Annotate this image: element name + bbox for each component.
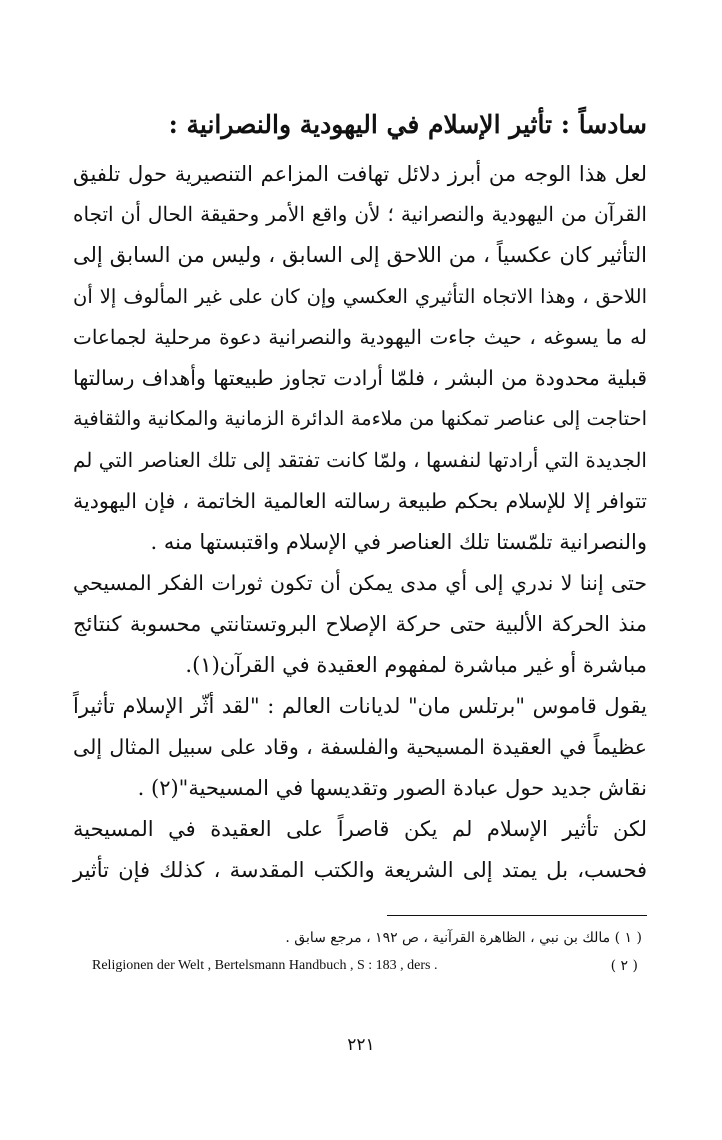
text-line: فحسب، بل يمتد إلى الشريعة والكتب المقدسة ، كذلك فإن تأثير xyxy=(73,858,647,882)
text-line: له ما يسوغه ، حيث جاءت اليهودية والنصرانية دعوة مرحلية لجماعات xyxy=(73,325,647,349)
text-line: يقول قاموس "برتلس مان" لديانات العالم : "لقد أثّر الإسلام تأثيراً xyxy=(73,694,647,718)
section-heading: سادساً : تأثير الإسلام في اليهودية والنصرانية : xyxy=(168,110,647,139)
text-line: احتاجت إلى عناصر تمكنها من ملاءمة الدائرة الزمانية والمكانية والثقافية xyxy=(73,407,647,430)
footnote-2-text: Religionen der Welt , Bertelsmann Handbuch , S : 183 , ders . xyxy=(92,958,438,973)
footnote-1: ( ١ ) مالك بن نبي ، الظاهرة القرآنية ، ص ١٩٢ ، مرجع سابق . xyxy=(285,930,642,946)
text-line: قبلية محدودة من البشر ، فلمّا أرادت تجاوز طبيعتها وأهداف رسالتها xyxy=(73,366,647,390)
text-line: التأثير كان عكسياً ، من اللاحق إلى السابق ، وليس من السابق إلى xyxy=(73,243,647,267)
text-line: منذ الحركة الألبية حتى حركة الإصلاح البروتستانتي محسوبة كنتائج xyxy=(73,612,647,636)
page-number: ٢٢١ xyxy=(347,1035,375,1055)
text-line: لكن تأثير الإسلام لم يكن قاصراً على العقيدة في المسيحية xyxy=(73,817,647,841)
text-line: مباشرة أو غير مباشرة لمفهوم العقيدة في القرآن(١). xyxy=(185,653,647,677)
text-line: الجديدة التي أرادتها لنفسها ، ولمّا كانت تفتقد إلى تلك العناصر التي لم xyxy=(73,448,647,472)
text-line: اللاحق ، وهذا الاتجاه التأثيري العكسي وإن كان على غير المألوف إلا أن xyxy=(73,285,647,308)
text-line: لعل هذا الوجه من أبرز دلائل تهافت المزاعم التنصيرية حول تلفيق xyxy=(73,162,647,186)
text-line: القرآن من اليهودية والنصرانية ؛ لأن واقع الأمر وحقيقة الحال أن اتجاه xyxy=(73,202,647,226)
text-line: حتى إننا لا ندري إلى أي مدى يمكن أن تكون ثورات الفكر المسيحي xyxy=(73,571,647,595)
footnote-2-number: ( ٢ ) xyxy=(610,958,638,974)
text-line: والنصرانية تلمّستا تلك العناصر في الإسلام واقتبستها منه . xyxy=(150,530,647,554)
footnote-divider xyxy=(387,915,647,916)
text-line: عظيماً في العقيدة المسيحية والفلسفة ، وقاد على سبيل المثال إلى xyxy=(73,735,647,759)
text-line: تتوافر إلا للإسلام بحكم طبيعة رسالته العالمية الخاتمة ، فإن اليهودية xyxy=(73,489,647,513)
text-line: نقاش جديد حول عبادة الصور وتقديسها في المسيحية"(٢) . xyxy=(137,776,647,800)
